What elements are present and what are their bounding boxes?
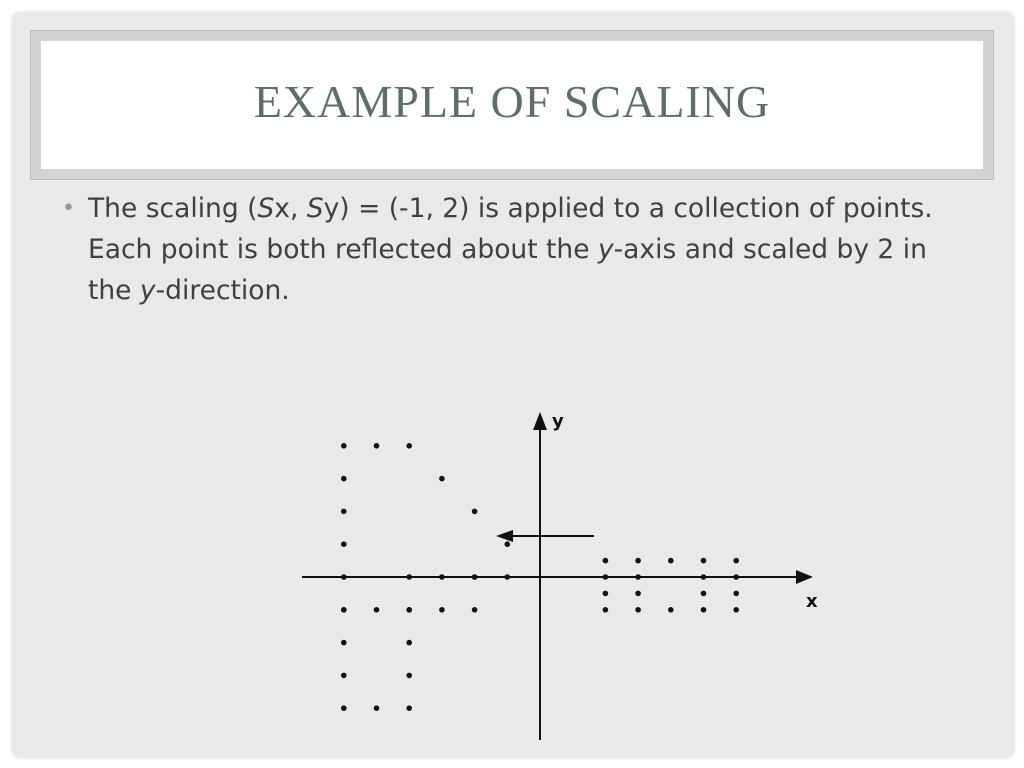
original-point xyxy=(668,558,674,564)
original-point xyxy=(701,607,707,613)
italic-y: y xyxy=(597,234,614,265)
text-run: -direction. xyxy=(155,275,290,306)
left-arrow-icon xyxy=(496,530,513,542)
text-run: -axis and scaled by 2 in the xyxy=(88,234,927,306)
transformed-point xyxy=(472,509,478,515)
transformed-point xyxy=(341,574,347,580)
italic-s-x: S xyxy=(257,193,275,224)
text-run: x, xyxy=(274,193,307,224)
original-point xyxy=(603,558,609,564)
original-point xyxy=(603,607,609,613)
original-point xyxy=(635,607,641,613)
original-point xyxy=(701,574,707,580)
original-point xyxy=(505,574,511,580)
transformed-point xyxy=(341,705,347,711)
original-point xyxy=(635,591,641,597)
transformed-point xyxy=(341,443,347,449)
transformed-point xyxy=(406,640,412,646)
original-point xyxy=(472,607,478,613)
transformed-point xyxy=(341,541,347,547)
original-point xyxy=(603,574,609,580)
transformed-point xyxy=(341,607,347,613)
transformed-point xyxy=(439,476,445,482)
transformed-point xyxy=(406,705,412,711)
original-point xyxy=(439,607,445,613)
transformed-point xyxy=(505,541,511,547)
original-point xyxy=(668,607,674,613)
italic-s-y: S xyxy=(306,193,324,224)
transformed-point xyxy=(341,673,347,679)
bullet-dot-icon: • xyxy=(62,196,75,221)
original-point xyxy=(733,591,739,597)
transformed-point xyxy=(341,476,347,482)
original-point xyxy=(635,574,641,580)
original-point xyxy=(635,558,641,564)
transformed-point xyxy=(341,640,347,646)
x-axis-label: x xyxy=(806,591,818,612)
original-point xyxy=(701,558,707,564)
transformed-point xyxy=(406,673,412,679)
original-point xyxy=(733,607,739,613)
text-run: y) = (-1, 2) is applied to a collection of points. Each point is both reflected about the xyxy=(88,193,933,265)
original-point xyxy=(374,607,380,613)
transformed-point xyxy=(439,574,445,580)
italic-y: y xyxy=(139,275,156,306)
original-point xyxy=(603,591,609,597)
transformed-point xyxy=(374,705,380,711)
y-axis-arrow-icon xyxy=(533,412,547,430)
transformed-point xyxy=(406,574,412,580)
text-run: The scaling ( xyxy=(88,193,258,224)
transformed-point xyxy=(406,443,412,449)
transformed-point xyxy=(341,509,347,515)
slide-title: EXAMPLE OF SCALING xyxy=(253,75,771,127)
y-axis-label: y xyxy=(552,411,564,432)
transformed-point xyxy=(472,574,478,580)
transformed-point xyxy=(374,443,380,449)
transformed-point xyxy=(406,607,412,613)
original-point xyxy=(733,558,739,564)
x-axis-arrow-icon xyxy=(796,570,813,584)
original-point xyxy=(733,574,739,580)
original-point xyxy=(701,591,707,597)
